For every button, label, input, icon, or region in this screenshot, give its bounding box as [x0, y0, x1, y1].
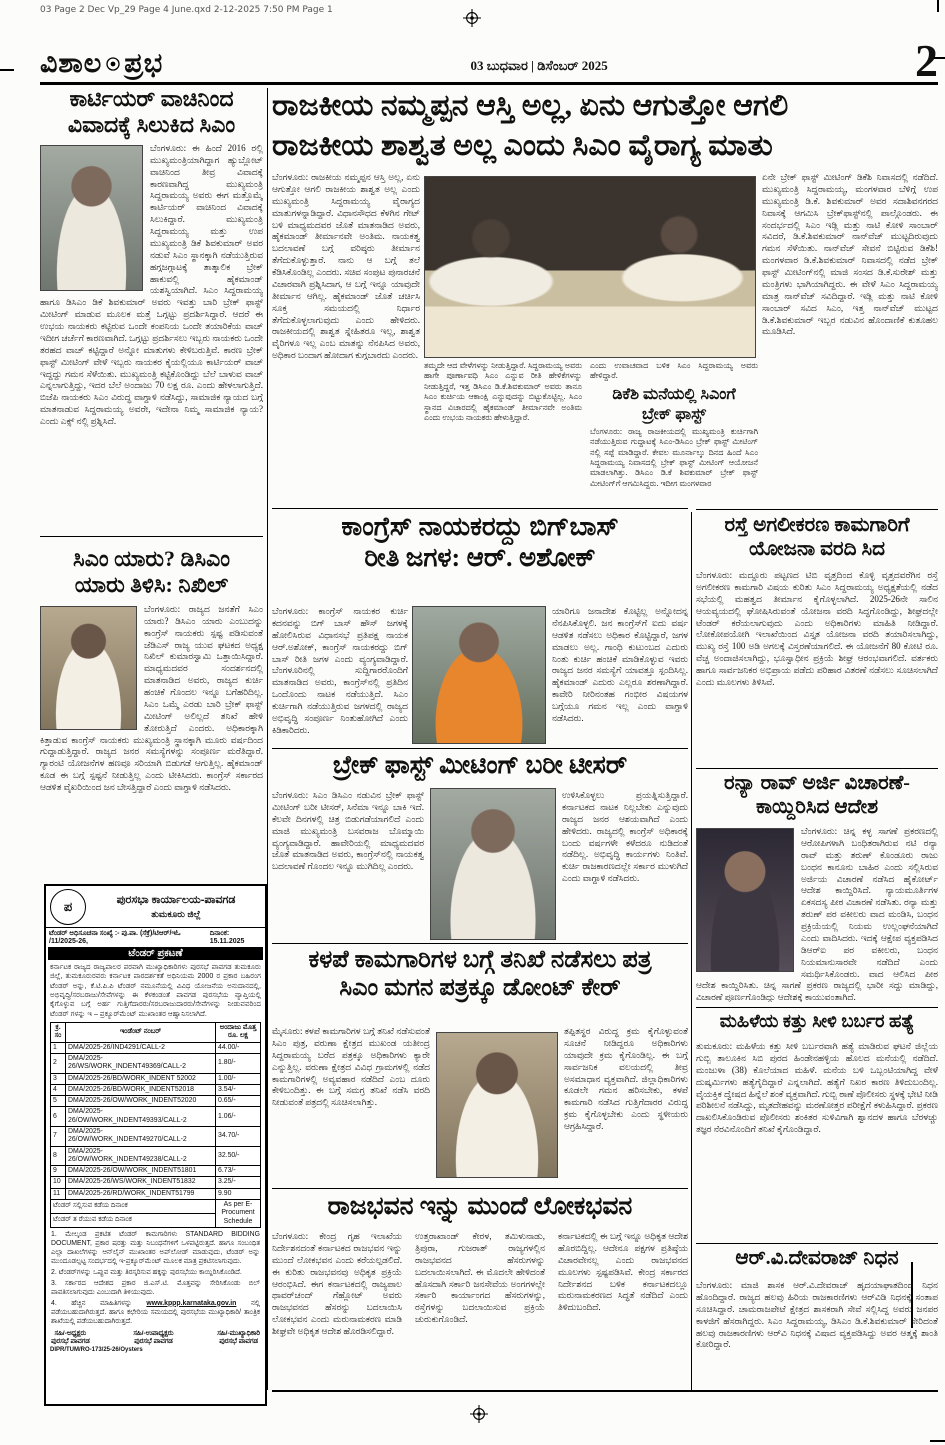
newspaper-logo — [40, 48, 163, 80]
article-headline: ವಿವಾದಕ್ಕೆ ಸಿಲುಕಿದ ಸಿಎಂ — [67, 111, 236, 137]
signature: ಸಹಿ/-ಅಧ್ಯಕ್ಷರು — [54, 1330, 87, 1338]
tender-notice — [44, 884, 267, 1406]
article-devaraj-headline — [696, 1247, 938, 1275]
tender-note: 1. ಮೇಲ್ಕಂಡ ಪ್ರಕಟಿತ ಟೆಂಡರ್ ಕಾಮಗಾರಿಗಳು STANDARD BIDDING DOCUMENT, ಪ್ರಕಾರ ಷರತ್ತು ಮತ್ತು ನಿಬಂಧನೆಗಳಿಗೆ ಒಳಪಟ್ಟಿರುತ್ತದೆ. ಹಾಗೂ ಸಂಬಂಧಿತ ಎಲ್ಲಾ ದಾಖಲೆಗಳನ್ನು ಆನ್‌ಲೈನ್ ಮುಖಾಂತರ ಅಪ್‌ಲೋಡ್ ಮಾಡುವುದು, ಟೆಂಡರ್ ಅನ್ನು ಮುಂದೂಡಲ್ಪಟ್ಟ ಸಂದರ್ಭದಲ್ಲಿ ಇ-ಪ್ರಕ್ಯೂರ್‌ಮೆಂಟ್ ಮೂಲಕ ಮಾತ್ರ ಪ್ರಕಟಿಸಲಾಗುವುದು. — [51, 1230, 260, 1265]
sub-headline-line1: ಡಿಕೆಶಿ ಮನೆಯಲ್ಲಿ ಸಿಎಂಗೆ — [612, 385, 736, 403]
main-story-right-column: ಏನೇ ಬ್ರೇಕ್ ಫಾಸ್ಟ್ ಮೀಟಿಂಗ್ ಡಿಕೆಶಿ ನಿವಾಸದಲ್ಲಿ ನಡೆದಿದೆ. ಮುಖ್ಯಮಂತ್ರಿ ಸಿದ್ದರಾಮಯ್ಯ, ಮಂಗಳವಾರ ಬೆಳಿಗ್ಗೆ ಉಪ ಮುಖ್ಯಮಂತ್ರಿ ಡಿ.ಕೆ. ಶಿವಕುಮಾರ್ ಅವರ ಸದಾಶಿವನಗರದ ನಿವಾಸಕ್ಕೆ ಆಗಮಿಸಿ ಬ್ರೇಕ್‌ಫಾಸ್ಟ್‌ನಲ್ಲಿ ಪಾಲ್ಗೊಂಡರು. ಈ ಸಂದರ್ಭದಲ್ಲಿ ಸಿಎಂ ಇಡ್ಲಿ ಮತ್ತು ನಾಟಿ ಕೋಳಿ ಸಾಂಬಾರ್ ಸವಿದರೆ, ಡಿ.ಕೆ.ಶಿವಕುಮಾರ್ ನಾನ್‌ವೆಜ್ ಮುಟ್ಟದಿರುವುದು ಗಮನ ಸೆಳೆಯಿತು. ನಾನ್‌ವೆಜ್ ಸೇವನೆ ಬಿಟ್ಟಿರುವ ಡಿಕೆಶಿ! ಮಂಗಳವಾರ ಡಿ.ಕೆ.ಶಿವಕುಮಾರ್ ನಿವಾಸದಲ್ಲಿ ನಡೆದ ಬ್ರೇಕ್ ಫಾಸ್ಟ್ ಮೀಟಿಂಗ್‌ನಲ್ಲಿ ಮಾಜಿ ಸಂಸದ ಡಿ.ಕೆ.ಸುರೇಶ್ ಮತ್ತು ಮಂತ್ರಿಗಳು ಭಾಗಿಯಾಗಿದ್ದರು. ಈ ವೇಳೆ ಸಿಎಂ ಸಿದ್ದರಾಮಯ್ಯ ಮಾತ್ರ ನಾನ್‌ವೆಜ್ ಸವಿದಿದ್ದಾರೆ. ಇಡ್ಲಿ ಮತ್ತು ನಾಟಿ ಕೋಳಿ ಸಾಂಬಾರ್ ಸವಿದ ಸಿಎಂ, ಇತ್ತ ನಾನ್‌ವೆಜ್ ಮುಟ್ಟದ ಡಿ.ಕೆ.ಶಿವಕುಮಾರ್ ಇಬ್ಬರ ನಡುವಿನ ಹೊಂದಾಣಿಕೆ ಕುತೂಹಲ ಮೂಡಿಸಿದೆ. — [762, 172, 938, 337]
logo-text-left: ವಿಶಾಲ — [40, 48, 103, 78]
raste-body: ಬೆಂಗಳೂರು: ಮದ್ದೂರು ಪಟ್ಟಣದ ಟಿಬಿ ವೃತ್ತದಿಂದ ಕೊಳ್ಳಿ ವೃತ್ತದವರೆಗಿನ ರಸ್ತೆ ಅಗಲೀಕರಣ ಕಾಮಗಾರಿ ವಿಷಯ ಕುರಿತು ಸಿಎಂ ಸಿದ್ದರಾಮಯ್ಯ ಅಧ್ಯಕ್ಷತೆಯಲ್ಲಿ ನಡೆದ ಸಭೆಯಲ್ಲಿ ಮಹತ್ವದ ತೀರ್ಮಾನ ಕೈಗೊಳ್ಳಲಾಗಿದೆ. 2025-26ನೇ ಸಾಲಿನ ಆಯವ್ಯಯದಲ್ಲಿ ಘೋಷಿಸಿರುವಂತೆ ಯೋಜನಾ ವರದಿ ಸಿದ್ಧಗೊಂಡಿದ್ದು, ಶೀಘ್ರದಲ್ಲೇ ಟೆಂಡರ್ ಕರೆಯಲಾಗುವುದು ಎಂದು ಅಧಿಕಾರಿಗಳು ಮಾಹಿತಿ ನೀಡಿದ್ದಾರೆ. ಲೋಕೋಪಯೋಗಿ ಇಲಾಖೆಯಿಂದ ವಿಸ್ತೃತ ಯೋಜನಾ ವರದಿ ತಯಾರಿಸಲಾಗಿದ್ದು, ಮುಖ್ಯ ರಸ್ತೆ 100 ಅಡಿ ಅಗಲಕ್ಕೆ ವಿಸ್ತರಣೆಯಾಗಲಿದೆ. ಈ ಯೋಜನೆಗೆ 80 ಕೋಟಿ ರೂ. ವೆಚ್ಚ ಅಂದಾಜಿಸಲಾಗಿದ್ದು, ಭೂಸ್ವಾಧೀನ ಪ್ರಕ್ರಿಯೆ ಶೀಘ್ರ ಆರಂಭವಾಗಲಿದೆ. ವರ್ತಕರು ಹಾಗೂ ಸಾರ್ವಜನಿಕರ ಅಭಿಪ್ರಾಯ ಪಡೆದು ಪರಿಹಾರ ವಿತರಣೆ ನಡೆಸಲು ಸೂಚಿಸಲಾಗಿದೆ ಎಂದು ಮೂಲಗಳು ತಿಳಿಸಿವೆ. — [696, 570, 938, 687]
article-headline: ಕಳಪೆ ಕಾಮಗಾರಿಗಳ ಬಗ್ಗೆ ತನಿಖೆ ನಡೆಸಲು ಪತ್ರ — [308, 947, 652, 973]
main-headline-line1: ರಾಜಕೀಯ ನಮ್ಮಪ್ಪನ ಆಸ್ತಿ ಅಲ್ಲ, ಏನು ಆಗುತ್ತೋ ಆಗಲಿ — [272, 89, 789, 122]
ranya-rao-photo — [696, 828, 794, 972]
article-rajbhavan-headline — [272, 1192, 688, 1226]
yathindra-photo — [436, 1032, 558, 1178]
tender-row: 4 DMA/2025-26/BD/WORK_INDENT52018 3.54/- — [51, 1084, 261, 1095]
col-header-indent: ಇಂಡೆಂಟ್ ನಂಬರ್ — [119, 1028, 162, 1036]
article-headline: ಮಹಿಳೆಯ ಕತ್ತು ಸೀಳಿ ಬರ್ಬರ ಹತ್ಯೆ — [719, 1011, 915, 1031]
crop-mark — [930, 1440, 945, 1442]
section-rule — [696, 768, 938, 769]
tender-submit-row: ಟೆಂಡರ್ ಸಲ್ಲಿಸುವ ಕಡೆಯ ದಿನಾಂಕ As per E-Procument Schedule — [51, 1199, 261, 1213]
tender-row: 3 DMA/2025-26/BD/WORK_INDENT 52002 1.00/- — [51, 1073, 261, 1084]
cm-dcm-breakfast-photo — [424, 176, 756, 358]
tender-notes — [46, 1228, 265, 1327]
tender-row: 7 DMA/2025-26/OW/WORK_INDENT49270/CALL-2 34.70/- — [51, 1126, 261, 1146]
ashok-body-right: ಯಾರಿಗೂ ಜನಾದೇಶ ಕೊಟ್ಟಿಲ್ಲ ಅನ್ನೋದನ್ನ ನೆನಪಿಸಿಕೊಳ್ಳಲಿ. ಜನ ಕಾಂಗ್ರೆಸ್‌ಗೆ ಐದು ವರ್ಷ ಆಡಳಿತ ನಡೆಸಲು ಅಧಿಕಾರ ಕೊಟ್ಟಿದ್ದಾರೆ, ಜಗಳ ಮಾಡಲು ಅಲ್ಲ. ಗಾಂಧಿ ಕುಟುಂಬದ ಎದುರು ನಿಂತು ಕುರ್ಚಿ ಹಂಚಿಕೆ ಮಾಡಿಕೊಳ್ಳುವ ಇವರು ರಾಜ್ಯದ ಜನರ ಸಮಸ್ಯೆಗೆ ಯಾವತ್ತೂ ಸ್ಪಂದಿಸಿಲ್ಲ. ಹೈಕಮಾಂಡ್ ಎದುರು ಎಲ್ಲರೂ ಶರಣಾಗಿದ್ದಾರೆ. ಕಾವೇರಿ ನೀರಿನಂತಹ ಗಂಭೀರ ವಿಷಯಗಳ ಬಗ್ಗೆಯೂ ಗಮನ ಇಲ್ಲ ಎಂದು ವಾಗ್ದಾಳಿ ನಡೆಸಿದರು. — [552, 606, 688, 723]
mahile-body: ತುಮಕೂರು: ಮಹಿಳೆಯ ಕತ್ತು ಸೀಳಿ ಬರ್ಬರವಾಗಿ ಹತ್ಯೆ ಮಾಡಿರುವ ಘಟನೆ ಜಿಲ್ಲೆಯ ಗುಬ್ಬಿ ತಾಲೂಕಿನ ಸಿಬಿ ಪುರದ ಹಿಂಡೇನಹಳ್ಳಿಯ ಹೊಲದ ಮನೆಯಲ್ಲಿ ನಡೆದಿದೆ. ಮಂಜುಳಾ (38) ಕೊಲೆಯಾದ ಮಹಿಳೆ. ಮನೆಯ ಬಳಿ ಒಬ್ಬಂಟಿಯಾಗಿದ್ದ ವೇಳೆ ದುಷ್ಕರ್ಮಿಗಳು ಹತ್ಯೆಗೈದಿದ್ದಾರೆ ಎನ್ನಲಾಗಿದೆ. ಹತ್ಯೆಗೆ ನಿಖರ ಕಾರಣ ತಿಳಿದುಬಂದಿಲ್ಲ. ವೈಯಕ್ತಿಕ ದ್ವೇಷದ ಹಿನ್ನೆಲೆ ಶಂಕೆ ವ್ಯಕ್ತವಾಗಿದೆ. ಗುಬ್ಬಿ ಠಾಣೆ ಪೊಲೀಸರು ಸ್ಥಳಕ್ಕೆ ಭೇಟಿ ನೀಡಿ ಪರಿಶೀಲನೆ ನಡೆಸಿದ್ದು, ಮೃತದೇಹವನ್ನು ಮರಣೋತ್ತರ ಪರೀಕ್ಷೆಗೆ ಕಳುಹಿಸಿದ್ದಾರೆ. ಪ್ರಕರಣ ದಾಖಲಿಸಿಕೊಂಡಿರುವ ಪೊಲೀಸರು ಶಂಕಿತರ ಸುಳಿವಿಗಾಗಿ ಶ್ವಾನದಳ ಹಾಗೂ ಬೆರಳಚ್ಚು ತಜ್ಞರ ನೆರವಿನೊಂದಿಗೆ ತನಿಖೆ ಕೈಗೊಂಡಿದ್ದಾರೆ. — [696, 1041, 938, 1135]
tender-row: 9 DMA/2025-26/OW/WORK_INDENT51801 6.73/- — [51, 1166, 261, 1177]
article-body: ಬೆಂಗಳೂರು: ಈ ಹಿಂದೆ 2016 ರಲ್ಲಿ ಮುಖ್ಯಮಂತ್ರಿಯಾಗಿದ್ದಾಗ ಹ್ಯುಬ್ಲೋಟ್ ವಾಚಿನಿಂದ ತೀವ್ರ ವಿವಾದಕ್ಕೆ ಕಾರಣವಾಗಿದ್ದ ಮುಖ್ಯಮಂತ್ರಿ ಸಿದ್ದರಾಮಯ್ಯ ಅವರು ಈಗ ಮತ್ತೊಮ್ಮೆ ಕಾರ್ಟಿಯರ್ ವಾಚಿನಿಂದ ವಿವಾದಕ್ಕೆ ಸಿಲುಕಿದ್ದಾರೆ. ಮುಖ್ಯಮಂತ್ರಿ ಸಿದ್ದರಾಮಯ್ಯ ಮತ್ತು ಉಪ ಮುಖ್ಯಮಂತ್ರಿ ಡಿಕೆ ಶಿವಕುಮಾರ್ ಅವರ ನಡುವೆ ಸಿಎಂ ಸ್ಥಾನಕ್ಕಾಗಿ ನಡೆಯುತ್ತಿರುವ ಹಗ್ಗಜಗ್ಗಾಟಕ್ಕೆ ತಾತ್ಕಾಲಿಕ ಬ್ರೇಕ್ ಹಾಕುವಲ್ಲಿ ಹೈಕಮಾಂಡ್ ಯಶಸ್ವಿಯಾಗಿದೆ. ಸಿಎಂ ಸಿದ್ದರಾಮಯ್ಯ ಹಾಗೂ ಡಿಸಿಎಂ ಡಿಕೆ ಶಿವಕುಮಾರ್ ಅವರು ಇವತ್ತು ಬಾರಿ ಬ್ರೇಕ್ ಫಾಸ್ಟ್ ಮೀಟಿಂಗ್ ಮಾಡುವ ಮೂಲಕ ಮತ್ತೆ ಒಗ್ಗಟ್ಟು ಪ್ರದರ್ಶಿಸಿದ್ದಾರೆ. ಆದರೆ ಈ ಉಭಯ ನಾಯಕರು ಕಟ್ಟಿರುವ ಒಂದೇ ಕಂಪನಿಯ ಒಂದೇ ತಯಾರಿಕೆಯ ವಾಚ್ ಇದೀಗ ಚರ್ಚೆಗೆ ಕಾರಣವಾಗಿದೆ. ಒಗ್ಗಟ್ಟು ಪ್ರದರ್ಶಿಸಲು ಇಬ್ಬರು ನಾಯಕರು ಒಂದೇ ತರಹದ ವಾಚ್ ಕಟ್ಟಿದ್ದಾರೆ ಅನ್ನೋ ಮಾತುಗಳು ಕೇಳಿಬರುತ್ತಿವೆ. ಕಾರಣ ಬ್ರೇಕ್ ಫಾಸ್ಟ್ ಮೀಟಿಂಗ್ ವೇಳೆ ಇಬ್ಬರು ನಾಯಕರ ಕೈಯಲ್ಲಿಯೂ ಕಾರ್ಟಿಯರ್ ವಾಚ್ ಇದ್ದದ್ದು ಗಮನ ಸೆಳೆಯಿತು. ಮುಖ್ಯಮಂತ್ರಿ ಕಟ್ಟಿಕೊಂಡಿದ್ದು ಬೆಲೆ ಬಾಳುವ ವಾಚ್ ಎನ್ನಲಾಗುತ್ತಿದ್ದು, ಇದರ ಬೆಲೆ ಅಂದಾಜು 70 ಲಕ್ಷ ರೂ. ಎಂದು ಹೇಳಲಾಗುತ್ತಿದೆ. ಬಿಜೆಪಿ ನಾಯಕರು ಸಿಎಂ ವಿರುದ್ಧ ವಾಗ್ದಾಳಿ ನಡೆಸಿದ್ದು, ಸಾಮಾಜಿಕ ನ್ಯಾಯದ ಬಗ್ಗೆ ಮಾತನಾಡುವ ಸಿದ್ದರಾಮಯ್ಯ ಅವರೇ, ಇದೇನಾ ನಿಮ್ಮ ಸಾಮಾಜಿಕ ನ್ಯಾಯ? ಎಂದು ಎಕ್ಸ್ ನಲ್ಲಿ ಪ್ರಶ್ನಿಸಿದೆ. — [40, 142, 263, 427]
article-ranya-headline — [696, 772, 938, 822]
article-headline: ಬ್ರೇಕ್ ಫಾಸ್ಟ್ ಮೀಟಿಂಗ್ ಬರೀ ಟೀಸರ್ — [332, 752, 628, 779]
signature: ಸಹಿ/-ಉಪಾಧ್ಯಕ್ಷರು — [133, 1330, 174, 1338]
column-divider — [267, 88, 268, 1390]
col-header-amount: ಅಂದಾಜು ಮೊತ್ತ — [219, 1024, 257, 1032]
siddaramaiah-photo — [40, 145, 143, 291]
article-cartier-watch — [40, 86, 263, 530]
tender-ref-date: ದಿನಾಂಕ: 15.11.2025 — [209, 930, 245, 945]
registration-mark-icon — [470, 1405, 488, 1423]
tender-website-link: www.kppp.karnataka.gov.in — [146, 1299, 237, 1307]
signature: ಸಹಿ/-ಮುಖ್ಯಾಧಿಕಾರಿ — [217, 1330, 260, 1338]
masthead-emblem-icon — [106, 57, 120, 71]
kalape-body-left: ಮೈಸೂರು: ಕಳಪೆ ಕಾಮಗಾರಿಗಳ ಬಗ್ಗೆ ತನಿಖೆ ನಡೆಸುವಂತೆ ಸಿಎಂ ಪುತ್ರ, ವರುಣಾ ಕ್ಷೇತ್ರದ ಮುಖಂಡ ಯತೀಂದ್ರ ಸಿದ್ದರಾಮಯ್ಯ ಬರೆದ ಪತ್ರಕ್ಕೂ ಅಧಿಕಾರಿಗಳು ಕ್ಯಾರೇ ಎನ್ನುತ್ತಿಲ್ಲ. ವರುಣಾ ಕ್ಷೇತ್ರದ ವಿವಿಧ ಗ್ರಾಮಗಳಲ್ಲಿ ನಡೆದ ಕಾಮಗಾರಿಗಳಲ್ಲಿ ಅವ್ಯವಹಾರ ನಡೆದಿದೆ ಎಂಬ ದೂರು ಕೇಳಿಬಂದಿತ್ತು. ಈ ಬಗ್ಗೆ ಸಮಗ್ರ ತನಿಖೆ ನಡೆಸಿ ವರದಿ ನೀಡುವಂತೆ ಪತ್ರದಲ್ಲಿ ಸೂಚಿಸಲಾಗಿತ್ತು. — [272, 1026, 430, 1108]
tender-note: 2. ಟೆಂಡರ್‌ಗಳನ್ನು ಒಪ್ಪುವ ಮತ್ತು ತಿರಸ್ಕರಿಸುವ ಹಕ್ಕನ್ನು ಪುರಸಭೆಯು ಕಾಯ್ದಿರಿಸಿಕೊಂಡಿದೆ. — [51, 1268, 242, 1276]
tender-bar-title: ಟೆಂಡರ್ ಪ್ರಕಟಣೆ — [48, 947, 263, 960]
article-headline: ಕಾರ್ಟಿಯರ್ ವಾಚಿನಿಂದ — [69, 86, 234, 111]
section-rule — [696, 1243, 938, 1244]
print-slug: 03 Page 2 Dec Vp_29 Page 4 June.qxd 2-12-2025 7:50 PM Page 1 — [40, 5, 333, 15]
article-headline: ಯೋಜನಾ ವರದಿ ಸಿದ — [748, 537, 886, 560]
registration-mark-icon — [463, 9, 481, 27]
tender-open-row: ಟೆಂಡರ್ ತ ರೆಯುವ ಕಡೆಯ ದಿನಾಂಕ — [51, 1213, 261, 1227]
bottom-rule — [272, 1390, 938, 1392]
bommai-photo — [430, 788, 556, 940]
section-rule — [696, 509, 938, 510]
tender-row: 10 DMA/2025-26/WS/WORK_INDENT51832 3.25/- — [51, 1177, 261, 1188]
rajbhavan-col1: ಬೆಂಗಳೂರು: ಕೇಂದ್ರ ಗೃಹ ಇಲಾಖೆಯ ನಿರ್ದೇಶನದಂತೆ ಕರ್ನಾಟಕದ ರಾಜಭವನ ಇನ್ನು ಮುಂದೆ ಲೋಕಭವನ ಎಂದು ಕರೆಯಲ್ಪಡಲಿದೆ. ಈ ಕುರಿತು ರಾಜಭವನವು ಅಧಿಕೃತ ಪ್ರಕ್ರಿಯೆ ಆರಂಭಿಸಿದೆ. ಈಗ ಕರ್ನಾಟಕದಲ್ಲಿ ರಾಜ್ಯಪಾಲ ಥಾವರ್‌ಚಂದ್ ಗೆಹ್ಲೋಟ್ ಅವರು ರಾಜಭವನದ ಹೆಸರನ್ನು ಬದಲಾಯಿಸಿ ಲೋಕಭವನ ಎಂದು ಮರುನಾಮಕರಣ ಮಾಡಿ ಶೀಘ್ರವೇ ಅಧಿಕೃತ ಆದೇಶ ಹೊರಡಿಸಲಿದ್ದಾರೆ. — [272, 1231, 402, 1336]
logo-text-right: ಪ್ರಭ — [124, 48, 164, 78]
article-mahile-headline — [696, 1011, 938, 1037]
photo-caption-right: ಎಂದು ಉವಾಚವಾದ ಬಳಿಕ ಸಿಎಂ ಸಿದ್ದರಾಮಯ್ಯ ಅವರು ಹೇಳಿದ್ದಾರೆ. — [590, 361, 758, 381]
sub-article-body: ಬೆಂಗಳೂರು: ರಾಜ್ಯ ರಾಜಕೀಯದಲ್ಲಿ ಮುಖ್ಯಮಂತ್ರಿ ಕುರ್ಚಿಗಾಗಿ ನಡೆಯುತ್ತಿರುವ ಗುದ್ದಾಟಕ್ಕೆ ಸಿಎಂ-ಡಿಸಿಎಂ ಬ್ರೇಕ್ ಫಾಸ್ಟ್ ಮೀಟಿಂಗ್ ನಲ್ಲಿ ಸಪ್ಪೆ ಮಾಡಿದ್ದಾರೆ. ಕೇವಲ ಮೂರ್ನಾಲ್ಕು ದಿನದ ಹಿಂದೆ ಸಿಎಂ ಸಿದ್ದರಾಮಯ್ಯ ನಿವಾಸದಲ್ಲಿ ಬ್ರೇಕ್ ಫಾಸ್ಟ್ ಮೀಟಿಂಗ್ ಆಯೋಜನೆ ಮಾಡಲಾಗಿತ್ತು. ಡಿಸಿಎಂ ಡಿ.ಕೆ ಶಿವಕುಮಾರ್ ಬ್ರೇಕ್ ಫಾಸ್ಟ್ ಮೀಟಿಂಗ್‌ಗೆ ಆಗಮಿಸಿದ್ದರು. ಇದೀಗ ಮಂಗಳವಾರ — [590, 426, 758, 488]
tender-table — [50, 1022, 261, 1228]
rajbhavan-col3: ಕರ್ನಾಟಕದಲ್ಲಿ ಈ ಬಗ್ಗೆ ಇನ್ನೂ ಅಧಿಕೃತ ಆದೇಶ ಹೊರಬಿದ್ದಿಲ್ಲ. ಆದೇನೂ ಪಕ್ಷಗಳ ಪ್ರತಿಷ್ಠೆಯ ವಿಚಾರವೇನಲ್ಲ ಎಂದು ರಾಜಭವನದ ಮೂಲಗಳು ಸ್ಪಷ್ಟಪಡಿಸಿವೆ. ಕೇಂದ್ರ ಸರ್ಕಾರದ ನಿರ್ದೇಶನದ ಬಳಿಕ ಕರ್ನಾಟಕದಲ್ಲೂ ಮರುನಾಮಕರಣದ ಸಿದ್ಧತೆ ನಡೆದಿದೆ ಎಂದು ತಿಳಿದುಬಂದಿದೆ. — [558, 1231, 688, 1313]
tender-row: 5 DMA/2025-26/OW/WORK_INDENT52020 0.65/- — [51, 1096, 261, 1107]
ranya-body — [696, 826, 938, 1002]
column-divider — [691, 512, 692, 1390]
tender-table-header-row — [51, 1023, 261, 1043]
main-photo-block — [424, 176, 758, 510]
section-rule — [272, 748, 688, 749]
ashok-body-left: ಬೆಂಗಳೂರು: ಕಾಂಗ್ರೆಸ್ ನಾಯಕರ ಕುರ್ಚಿ ಕದನವನ್ನು ಬಿಗ್ ಬಾಸ್ ಹೌಸ್ ಜಗಳಕ್ಕೆ ಹೋಲಿಸಿರುವ ವಿಧಾನಸಭೆ ಪ್ರತಿಪಕ್ಷ ನಾಯಕ ಆರ್.ಅಶೋಕ್, ಕಾಂಗ್ರೆಸ್ ನಾಯಕರದ್ದು ಬಿಗ್ ಬಾಸ್ ರೀತಿ ಜಗಳ ಎಂದು ವ್ಯಂಗ್ಯವಾಡಿದ್ದಾರೆ. ಬೆಂಗಳೂರಿನಲ್ಲಿ ಸುದ್ದಿಗಾರರೊಂದಿಗೆ ಮಾತನಾಡಿದ ಅವರು, ಕಾಂಗ್ರೆಸ್‌ನಲ್ಲಿ ಪ್ರತಿದಿನ ಒಂದೊಂದು ನಾಟಕ ನಡೆಯುತ್ತಿದೆ. ಸಿಎಂ ಕುರ್ಚಿಗಾಗಿ ನಡೆಯುತ್ತಿರುವ ಜಗಳದಲ್ಲಿ ರಾಜ್ಯದ ಅಭಿವೃದ್ಧಿ ಸಂಪೂರ್ಣ ನಿಂತುಹೋಗಿದೆ ಎಂದು ಕಿಡಿಕಾರಿದರು. — [272, 606, 408, 735]
page-number: 2 — [915, 40, 938, 80]
col-header-slno: ಕ್ರ. ಸಂ — [54, 1024, 62, 1040]
article-body: ಬೆಂಗಳೂರು: ರಾಜ್ಯದ ಜನತೆಗೆ ಸಿಎಂ ಯಾರು? ಡಿಸಿಎಂ ಯಾರು ಎಂಬುದನ್ನು ಕಾಂಗ್ರೆಸ್ ನಾಯಕರು ಸ್ಪಷ್ಟ ಪಡಿಸುವಂತೆ ಜೆಡಿಎಸ್ ರಾಜ್ಯ ಯುವ ಘಟಕದ ಅಧ್ಯಕ್ಷ ನಿಖಿಲ್ ಕುಮಾರಸ್ವಾಮಿ ಒತ್ತಾಯಿಸಿದ್ದಾರೆ. ಮಾಧ್ಯಮದವರ ಸಂದರ್ಶನದಲ್ಲಿ ಮಾತನಾಡಿದ ಅವರು, ರಾಜ್ಯದ ಕುರ್ಚಿ ಹಂಚಿಕೆ ಗೊಂದಲ ಇನ್ನೂ ಬಗೆಹರಿದಿಲ್ಲ. ಸಿಎಂ ಒಮ್ಮೆ ಎರಡು ಬಾರಿ ಬ್ರೇಕ್ ಫಾಸ್ಟ್ ಮೀಟಿಂಗ್ ಅಲಿಲ್ಲದೆ ತನಿಖೆ ಹೇಳಿ ತೋರುತ್ತಿದೆ ಎಂದರು. ಅಧಿಕಾರಕ್ಕಾಗಿ ಕಿತ್ತಾಡುವ ಕಾಂಗ್ರೆಸ್ ನಾಯಕರು ಮುಖ್ಯಮಂತ್ರಿ ಸ್ಥಾನಕ್ಕಾಗಿ ಮೂರು ವರ್ಷದಿಂದ ಗುದ್ದಾಡುತ್ತಿದ್ದಾರೆ. ರಾಜ್ಯದ ಜನರ ಸಮಸ್ಯೆಗಳನ್ನು ಸಂಪೂರ್ಣ ಮರೆತಿದ್ದಾರೆ. ಗ್ಯಾರಂಟಿ ಯೋಜನೆಗಳ ಹಣವೂ ಸರಿಯಾಗಿ ಬಿಡುಗಡೆ ಆಗುತ್ತಿಲ್ಲ. ಹೈಕಮಾಂಡ್ ಕೂಡ ಈ ಬಗ್ಗೆ ಸ್ಪಷ್ಟನೆ ನೀಡುತ್ತಿಲ್ಲ ಎಂದು ಟೀಕಿಸಿದರು. ಕಾಂಗ್ರೆಸ್ ಸರ್ಕಾರದ ಆಡಳಿತ ವೈಖರಿಯಿಂದ ಜನ ಬೇಸತ್ತಿದ್ದಾರೆ ಎಂದು ವಾಗ್ದಾಳಿ ನಡೆಸಿದರು. — [40, 603, 263, 793]
tender-note: 4. ಹೆಚ್ಚಿನ ಮಾಹಿತಿಗಳನ್ನು www.kppp.karnataka.gov.in ನಲ್ಲಿ ಪಡೆಯಬಹುದಾಗಿರುತ್ತದೆ. ಹಾಗೂ ಕಛೇರಿಯ ಸಮಯದಲ್ಲಿ ಪುರಸಭೆಯ ಮುಖ್ಯಾಧಿಕಾರಿ/ ತಾಂತ್ರಿಕ ಶಾಖೆಯಲ್ಲಿ ಪಡೆಯಬಹುದಾಗಿರುತ್ತದೆ. — [51, 1299, 260, 1325]
article-headline: ಸಿಎಂ ಮಗನ ಪತ್ರಕ್ಕೂ ಡೋಂಟ್ ಕೇರ್ — [339, 975, 621, 1002]
tender-ref-line — [46, 927, 265, 947]
main-headline-line2: ರಾಜಕೀಯ ಶಾಶ್ವತ ಅಲ್ಲ ಎಂದು ಸಿಎಂ ವೈರಾಗ್ಯ ಮಾತು — [272, 129, 773, 162]
article-body: ಬೆಂಗಳೂರು: ಚಿನ್ನ ಕಳ್ಳ ಸಾಗಣೆ ಪ್ರಕರಣದಲ್ಲಿ ಆರೋಪಿಗಳಾಗಿ ಬಂಧಿತರಾಗಿರುವ ನಟಿ ರನ್ಯಾ ರಾವ್ ಮತ್ತು ತರುಣ್ ಕೊಂಡೂರು ರಾಜು ಬಂಧನ ಕಾನೂನು ಬಾಹಿರ ಎಂದು ಸಲ್ಲಿಸಿರುವ ಅರ್ಜಿಯ ವಿಚಾರಣೆ ನಡೆಸಿದ ಹೈಕೋರ್ಟ್ ಆದೇಶ ಕಾಯ್ದಿರಿಸಿದೆ. ನ್ಯಾಯಮೂರ್ತಿಗಳ ಏಕಸದಸ್ಯ ಪೀಠ ವಿಚಾರಣೆ ನಡೆಸಿತು. ರನ್ಯಾ ಮತ್ತು ತರುಣ್ ಪರ ವಕೀಲರು ವಾದ ಮಂಡಿಸಿ, ಬಂಧನ ಪ್ರಕ್ರಿಯೆಯಲ್ಲಿ ನಿಯಮ ಉಲ್ಲಂಘನೆಯಾಗಿದೆ ಎಂದು ವಾದಿಸಿದರು. ಇದಕ್ಕೆ ಆಕ್ಷೇಪ ವ್ಯಕ್ತಪಡಿಸಿದ ಡಿಆರ್‌ಐ ಪರ ವಕೀಲರು, ಬಂಧನ ನಿಯಮಾನುಸಾರವೇ ನಡೆದಿದೆ ಎಂದು ಸಮರ್ಥಿಸಿಕೊಂಡರು. ವಾದ ಆಲಿಸಿದ ಪೀಠ ಆದೇಶ ಕಾಯ್ದಿರಿಸಿತು. ಚಿನ್ನ ಸಾಗಣೆ ಪ್ರಕರಣ ರಾಜ್ಯದಲ್ಲಿ ಭಾರೀ ಸದ್ದು ಮಾಡಿದ್ದು, ವಿಚಾರಣೆ ಪೂರ್ಣಗೊಂಡಿದ್ದು ಆದೇಶಕ್ಕೆ ಕಾಯುವಂತಾಗಿದೆ. — [696, 826, 938, 1002]
tender-intro: ಕರ್ನಾಟಕ ರಾಜ್ಯದ ರಾಜ್ಯಪಾಲರ ಪರವಾಗಿ ಮುಖ್ಯಾಧಿಕಾರಿಗಳು ಪುರಸಭೆ ಪಾವಗಡ ತುಮಕೂರು ಜಿಲ್ಲೆ, ತುಮಕೂರುರವರು ಕರ್ನಾಟಕ ಪಾರದರ್ಶಕತೆ ಅಧಿನಿಯಮ 2000 ರ ಪ್ರಕಾರ ಬಹಿರಂಗ ಟೆಂಡರ್ ಅನ್ನು, ಕೆ.ಟಿ.ಪಿ.ಪಿ ಟೆಂಡರ್ ನಮೂನೆಯಲ್ಲಿ ವಿವಿಧ ಯೋಜನೆಯ ಅನುದಾನದಲ್ಲಿ, ಅಭಿವೃದ್ಧಿ/ಸರಬರಾಜು/ಸೇವೆಗಳನ್ನು ಈ ಕೆಳಕಂಡಂತೆ ಪಾವಗಡ ಪುರಸಭೆಯ ವ್ಯಾಪ್ತಿಯಲ್ಲಿ ಕೈಗೊಳ್ಳುವ ಬಗ್ಗೆ ಅರ್ಹ ಗುತ್ತಿಗೆದಾರರು/ಸರಬರಾಜುದಾರರು/ಸೇವೆಗಳನ್ನು ನೀಡುವವರಿಂದ ಟೆಂಡರ್ ಗಳನ್ನು ಇ – ಪ್ರಕ್ಯೂರ್‌ಮೆಂಟ್ ಮುಖಾಂತರ ಆಹ್ವಾನಿಸಲಾಗಿದೆ. — [50, 963, 261, 1018]
article-ashok-headline — [272, 512, 688, 602]
article-headline: ರಸ್ತೆ ಅಗಲೀಕರಣ ಕಾಮಗಾರಿಗೆ — [724, 514, 910, 536]
article-headline: ಕಾಯ್ದಿರಿಸಿದ ಆದೇಶ — [755, 795, 879, 818]
article-headline: ರಾಜಭವನ ಇನ್ನು ಮುಂದೆ ಲೋಕಭವನ — [327, 1193, 633, 1220]
tender-ref-number: ಟೆಂಡರ್ ಅಧಿಸೂಚನಾ ಸಂಖ್ಯೆ :- ಪು.ಪಾ. (ಸೆಕ್ರೆ)/ಟಿಆರ್/ಇಓ /11/2025-26, — [49, 930, 181, 945]
devaraj-body: ಬೆಂಗಳೂರು: ಮಾಜಿ ಶಾಸಕ ಆರ್.ವಿ.ದೇವರಾಜ್ ಹೃದಯಾಘಾತದಿಂದ ನಿಧನ ಹೊಂದಿದ್ದಾರೆ. ರಾಜ್ಯದ ಹಲವು ಹಿರಿಯ ರಾಜಕಾರಣಿಗಳು ಆರ್‌ವಿಡಿ ನಿಧನಕ್ಕೆ ಸಂತಾಪ ಸೂಚಿಸಿದ್ದಾರೆ. ಚಾಮರಾಜಪೇಟೆ ಕ್ಷೇತ್ರದ ಶಾಸಕರಾಗಿ ಸೇವೆ ಸಲ್ಲಿಸಿದ್ದ ಅವರು ಜನಪರ ಕಾಳಜಿಗೆ ಹೆಸರಾಗಿದ್ದರು. ಸಿಎಂ ಸಿದ್ದರಾಮಯ್ಯ, ಡಿಸಿಎಂ ಡಿ.ಕೆ.ಶಿವಕುಮಾರ್ ಸೇರಿದಂತೆ ಹಲವು ರಾಜಕಾರಣಿಗಳು ಆರ್‌ವಿ ನಿಧನಕ್ಕೆ ವಿಷಾದ ವ್ಯಕ್ತಪಡಿಸಿದ್ದು ಅವರ ಆತ್ಮಕ್ಕೆ ಶಾಂತಿ ಕೋರಿದ್ದಾರೆ. — [696, 1280, 938, 1350]
tender-row: 2 DMA/2025-26/WS/WORK_INDENT49369/CALL-2 1.80/- — [51, 1054, 261, 1074]
masthead — [40, 40, 938, 80]
main-headline-block — [272, 86, 938, 168]
tender-district: ತುಮಕೂರು ಜಿಲ್ಲೆ — [151, 909, 201, 919]
tender-note: 3. ಸರ್ಕಾರದ ಆದೇಶದ ಪ್ರಕಾರ ಜಿ.ಎಸ್.ಟಿ. ಮೊತ್ತವನ್ನು ಸೇರಿಸಿಕೊಂಡು ಬಿಲ್ ಪಾವತಿಸಲಾಗುವುದು ಎಂಬುದಾಗಿ ತಿಳಿಯುವುದು. — [51, 1279, 260, 1296]
dipr-reference: DIPR/TUM/RO-173/25-26/Oysters — [50, 1347, 143, 1354]
article-headline: ರೀತಿ ಜಗಳ: ಆರ್. ಅಶೋಕ್ — [364, 542, 596, 572]
tender-row: 8 DMA/2025-26/OW/WORK_INDENT49238/CALL-2 32.50/- — [51, 1146, 261, 1166]
kalape-body-right: ತಪ್ಪಿತಸ್ಥರ ವಿರುದ್ಧ ಕ್ರಮ ಕೈಗೊಳ್ಳುವಂತೆ ಸೂಚನೆ ನೀಡಿದ್ದರೂ ಅಧಿಕಾರಿಗಳು ಯಾವುದೇ ಕ್ರಮ ಕೈಗೊಂಡಿಲ್ಲ. ಈ ಬಗ್ಗೆ ಸಾರ್ವಜನಿಕ ವಲಯದಲ್ಲಿ ತೀವ್ರ ಅಸಮಾಧಾನ ವ್ಯಕ್ತವಾಗಿದೆ. ಜಿಲ್ಲಾಧಿಕಾರಿಗಳು ಕೂಡಲೇ ಗಮನ ಹರಿಸಬೇಕು, ಕಳಪೆ ಕಾಮಗಾರಿ ನಡೆಸಿದ ಗುತ್ತಿಗೆದಾರರ ವಿರುದ್ಧ ಕ್ರಮ ಕೈಗೊಳ್ಳಬೇಕು ಎಂದು ಸ್ಥಳೀಯರು ಆಗ್ರಹಿಸಿದ್ದಾರೆ. — [564, 1026, 688, 1131]
tender-row: 6 DMA/2025-26/OW/WORK_INDENT49393/CALL-2 1.06/- — [51, 1107, 261, 1127]
section-rule — [272, 1188, 688, 1189]
article-teaser-headline — [272, 751, 688, 785]
photo-caption-left: ತಮ್ಮದೇ ಆದ ವೇಳೆಗಳನ್ನು ನೀಡುತ್ತಿದ್ದಾರೆ. ಸಿದ್ದರಾಮಯ್ಯ ಅವರು ಹಾಗೇ ಪೂರ್ಣಾವಧಿ ಸಿಎಂ ಎನ್ನುವ ರೀತಿ ಹೇಳಿಕೆಗಳನ್ನು ನೀಡುತ್ತಿದ್ದರೆ, ಇತ್ತ ಡಿಸಿಎಂ ಡಿ.ಕೆ.ಶಿವಕುಮಾರ್ ಅವರು ತಾನೂ ಸಿಎಂ ಕುರ್ಚಿಯ ಆಕಾಂಕ್ಷಿ ಎನ್ನುವುದನ್ನು ಬಿಟ್ಟುಕೊಟ್ಟಿಲ್ಲ. ಸಿಎಂ ಸ್ಥಾನದ ವಿಚಾರದಲ್ಲಿ ಹೈಕಮಾಂಡ್ ತೀರ್ಮಾನವೇ ಅಂತಿಮ ಎಂದು ಉಭಯ ನಾಯಕರು ಹೇಳುತ್ತಿದ್ದಾರೆ. — [424, 361, 582, 422]
sub-headline-line2: ಬ್ರೇಕ್ ಫಾಸ್ಟ್ — [641, 405, 706, 423]
article-headline: ಸಿಎಂ ಯಾರು? ಡಿಸಿಎಂ — [73, 546, 230, 571]
r-ashok-photo — [412, 606, 546, 744]
tender-row: 11 DMA/2025-26/RD/WORK_INDENT51799 9.90 — [51, 1188, 261, 1199]
tender-header — [46, 886, 265, 927]
municipality-seal-icon: ಪ — [50, 889, 86, 925]
edition-dateline: 03 ಬುಧವಾರ | ಡಿಸೆಂಬರ್ 2025 — [470, 58, 608, 73]
tender-row: 1 DMA/2025-26/IND4291/CALL-2 44.00/- — [51, 1042, 261, 1053]
article-headline: ಆರ್.ವಿ.ದೇವರಾಜ್ ನಿಧನ — [735, 1247, 899, 1269]
article-headline: ರನ್ಯಾ ರಾವ್ ಅರ್ಜಿ ವಿಚಾರಣೆ- — [724, 772, 910, 794]
article-headline: ಕಾಂಗ್ರೆಸ್ ನಾಯಕರದ್ದು ಬಿಗ್‌ಬಾಸ್ — [341, 512, 619, 541]
tender-schedule: As per E-Procument Schedule — [216, 1199, 261, 1227]
main-story-left-column: ಬೆಂಗಳೂರು: ರಾಜಕೀಯ ನಮ್ಮಪ್ಪನ ಆಸ್ತಿ ಅಲ್ಲ, ಏನು ಆಗುತ್ತೋ ಆಗಲಿ ರಾಜಕೀಯ ಶಾಶ್ವತ ಅಲ್ಲ ಎಂದು ಮುಖ್ಯಮಂತ್ರಿ ಸಿದ್ದರಾಮಯ್ಯ ವೈರಾಗ್ಯದ ಮಾತುಗಳನ್ನಾಡಿದ್ದಾರೆ. ವಿಧಾನಸೌಧದ ಕೆಳಗಿನ ಗೇಟ್ ಬಳಿ ಮಾಧ್ಯಮದವರ ಜೊತೆ ಮಾತನಾಡಿದ ಅವರು, ಹೈಕಮಾಂಡ್ ತೀರ್ಮಾನವೇ ಅಂತಿಮ. ನಾಯಕತ್ವ ಬದಲಾವಣೆ ಬಗ್ಗೆ ವರಿಷ್ಠರು ತೀರ್ಮಾನ ತೆಗೆದುಕೊಳ್ಳುತ್ತಾರೆ. ನಾನು ಆ ಬಗ್ಗೆ ತಲೆ ಕೆಡಿಸಿಕೊಂಡಿಲ್ಲ ಎಂದರು. ಸಚಿವ ಸಂಪುಟ ಪುನಾರಚನೆ ವಿಚಾರವಾಗಿ ಪ್ರಶ್ನಿಸಿದಾಗ, ಆ ಬಗ್ಗೆ ಇನ್ನೂ ಯಾವುದೇ ತೀರ್ಮಾನ ಆಗಿಲ್ಲ. ಹೈಕಮಾಂಡ್ ಜೊತೆ ಚರ್ಚಿಸಿ ಸೂಕ್ತ ಸಮಯದಲ್ಲಿ ನಿರ್ಧಾರ ತೆಗೆದುಕೊಳ್ಳಲಾಗುವುದು ಎಂದು ಹೇಳಿದರು. ರಾಜಕೀಯದಲ್ಲಿ ಶಾಶ್ವತ ಸ್ನೇಹಿತರೂ ಇಲ್ಲ, ಶಾಶ್ವತ ವೈರಿಗಳೂ ಇಲ್ಲ ಎಂಬ ಮಾತನ್ನು ನೆನಪಿಸಿದ ಅವರು, ಅಧಿಕಾರ ಬಂದಾಗ ಹೋದಾಗ ಕುಗ್ಗಬಾರದು ಎಂದರು. — [272, 172, 420, 361]
crop-mark — [937, 0, 939, 12]
nikhil-kumaraswamy-photo — [40, 606, 137, 730]
col-header-amount-unit: ರೂ. ಲಕ್ಷ — [227, 1032, 249, 1040]
rajbhavan-col2: ಉತ್ತರಾಖಾಂಡ್ ಕೇರಳ, ತಮಿಳುನಾಡು, ತ್ರಿಪುರಾ, ಗುಜರಾತ್ ರಾಜ್ಯಗಳಲ್ಲಿನ ರಾಜಭವನದ ಹೆಸರುಗಳನ್ನು ಬದಲಾಯಿಸಲಾಗಿದೆ. ಈ ಮೊದಲೇ ಹೇಳಿದಂತೆ ಹೊಸದಾಗಿ ಸರ್ಕಾರಿ ಜನಸೇವೆಯ ಅಂಗಗಳಲ್ಲೇ ಸರ್ಕಾರಿ ಕಾರ್ಯಾಂಗದ ಹೆಸರುಗಳನ್ನು, ರಸ್ತೆಗಳನ್ನು ಬದಲಾಯಿಸುವ ಪ್ರಕ್ರಿಯೆ ಚುರುಕುಗೊಂಡಿದೆ. — [415, 1231, 545, 1325]
masthead-rule — [40, 82, 938, 85]
section-rule — [40, 536, 263, 537]
tender-office-name: ಪುರಸಭಾ ಕಾರ್ಯಾಲಯ-ಪಾವಗಡ — [116, 894, 236, 906]
article-headline: ಯಾರು ತಿಳಿಸಿ: ನಿಖಿಲ್ — [74, 571, 229, 597]
article-nikhil — [40, 546, 263, 874]
section-rule — [272, 943, 688, 944]
article-raste-headline — [696, 514, 938, 566]
crop-mark — [0, 69, 14, 71]
section-rule — [696, 1007, 938, 1008]
teaser-body-right: ಉಳಿಸಿಕೊಳ್ಳಲು ಪ್ರಯತ್ನಿಸುತ್ತಿದ್ದಾರೆ. ಕರ್ನಾಟಕದ ನಾಟಕ ನಿಲ್ಲಬೇಕು ಎನ್ನುವುದು ರಾಜ್ಯದ ಜನರ ಆಶಯವಾಗಿದೆ ಎಂದು ಹೇಳಿದರು. ರಾಜ್ಯದಲ್ಲಿ ಕಾಂಗ್ರೆಸ್ ಅಧಿಕಾರಕ್ಕೆ ಬಂದು ವರ್ಷಗಳೇ ಕಳೆದರೂ ನುಡಿದಂತೆ ನಡೆದಿಲ್ಲ. ಅಭಿವೃದ್ಧಿ ಕಾರ್ಯಗಳು ನಿಂತಿವೆ. ಕುರ್ಚಿ ರಾಜಕಾರಣದಲ್ಲೇ ಸರ್ಕಾರ ಮುಳುಗಿದೆ ಎಂದು ವಾಗ್ದಾಳಿ ನಡೆಸಿದರು. — [562, 790, 688, 884]
teaser-body-left: ಬೆಂಗಳೂರು: ಸಿಎಂ ಡಿಸಿಎಂ ನಡುವಿನ ಬ್ರೇಕ್ ಫಾಸ್ಟ್ ಮೀಟಿಂಗ್ ಬರೀ ಟೀಸರ್, ಸಿನೆಮಾ ಇನ್ನೂ ಬಾಕಿ ಇದೆ. ಕೆಲವೇ ದಿನಗಳಲ್ಲಿ ಚಿತ್ರ ಬಿಡುಗಡೆಯಾಗಲಿದೆ ಎಂದು ಮಾಜಿ ಮುಖ್ಯಮಂತ್ರಿ ಬಸವರಾಜ ಬೊಮ್ಮಾಯಿ ವ್ಯಂಗ್ಯವಾಡಿದ್ದಾರೆ. ಹಾವೇರಿಯಲ್ಲಿ ಮಾಧ್ಯಮದವರ ಜೊತೆ ಮಾತನಾಡಿದ ಅವರು, ಕಾಂಗ್ರೆಸ್‌ನಲ್ಲಿ ನಾಯಕತ್ವ ಬದಲಾವಣೆ ಗೊಂದಲ ಇನ್ನೂ ಮುಗಿದಿಲ್ಲ ಎಂದರು. — [272, 790, 424, 872]
tender-signatures: ಸಹಿ/-ಅಧ್ಯಕ್ಷರು ಪುರಸಭೆ ಪಾವಗಡ ಸಹಿ/-ಉಪಾಧ್ಯಕ್ಷರು ಪುರಸಭೆ ಪಾವಗಡ ಸಹಿ/-ಮುಖ್ಯಾಧಿಕಾರಿ ಪುರಸಭೆ ಪಾವಗಡ — [51, 1330, 260, 1346]
article-kalape-headline — [272, 946, 688, 1020]
section-rule — [272, 508, 688, 509]
